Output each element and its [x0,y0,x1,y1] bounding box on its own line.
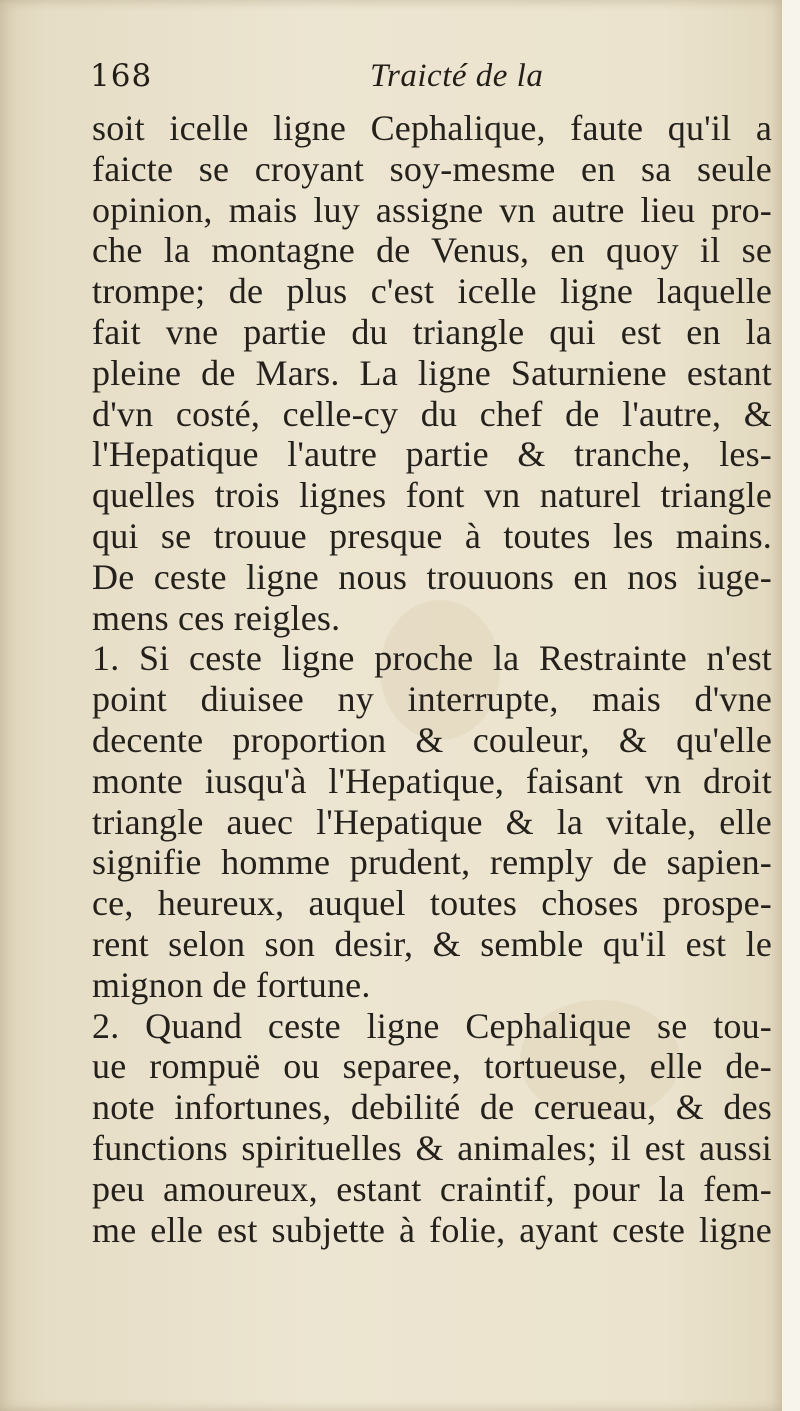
text-line: point diuisee ny interrupte, mais d'vne [92,679,772,720]
text-line: pleine de Mars. La ligne Saturniene estant [92,352,772,393]
text-line: De ceste ligne nous trouuons en nos iuge- [92,556,772,597]
text-line: note infortunes, debilité de cerueau, & des [92,1087,772,1128]
running-title: Traicté de la [370,58,544,94]
text-line: l'Hepatique l'autre partie & tranche, les- [92,434,772,475]
text-line: triangle auec l'Hepatique & la vitale, elle [92,801,772,842]
text-line: ue rompuë ou separee, tortueuse, elle de- [92,1046,772,1087]
text-line: rent selon son desir, & semble qu'il est le [92,923,772,964]
text-line: monte iusqu'à l'Hepatique, faisant vn droit [92,760,772,801]
text-line: functions spirituelles & animales; il est aussi [92,1127,772,1168]
text-line: d'vn costé, celle-cy du chef de l'autre, & [92,393,772,434]
page-edge-margin [782,0,800,1411]
text-line: me elle est subjette à folie, ayant ceste ligne [92,1209,772,1250]
text-line: soit icelle ligne Cephalique, faute qu'il a [92,108,772,148]
text-line: fait vne partie du triangle qui est en la [92,311,772,352]
text-line: mens ces reigles. [92,597,341,638]
text-line: ce, heureux, auquel toutes choses prospe- [92,883,772,924]
text-line: decente proportion & couleur, & qu'elle [92,719,772,760]
text-line: mignon de fortune. [92,964,371,1005]
text-line: qui se trouue presque à toutes les mains. [92,515,772,556]
text-line: 1. Si ceste ligne proche la Restrainte n'est [92,638,772,679]
page-number: 168 [90,58,153,94]
text-line: che la montagne de Venus, en quoy il se [92,230,772,271]
text-line: signifie homme prudent, remply de sapien- [92,842,772,883]
text-line: quelles trois lignes font vn naturel triangle [92,475,772,516]
text-line: peu amoureux, estant craintif, pour la fem- [92,1168,772,1209]
text-line: trompe; de plus c'est icelle ligne laquelle [92,271,772,312]
page-header [90,58,750,108]
text-line: 2. Quand ceste ligne Cephalique se tou- [92,1005,772,1046]
body-text [92,108,772,1250]
text-line: faicte se croyant soy-mesme en sa seule [92,148,772,189]
text-line: opinion, mais luy assigne vn autre lieu pro- [92,189,772,230]
